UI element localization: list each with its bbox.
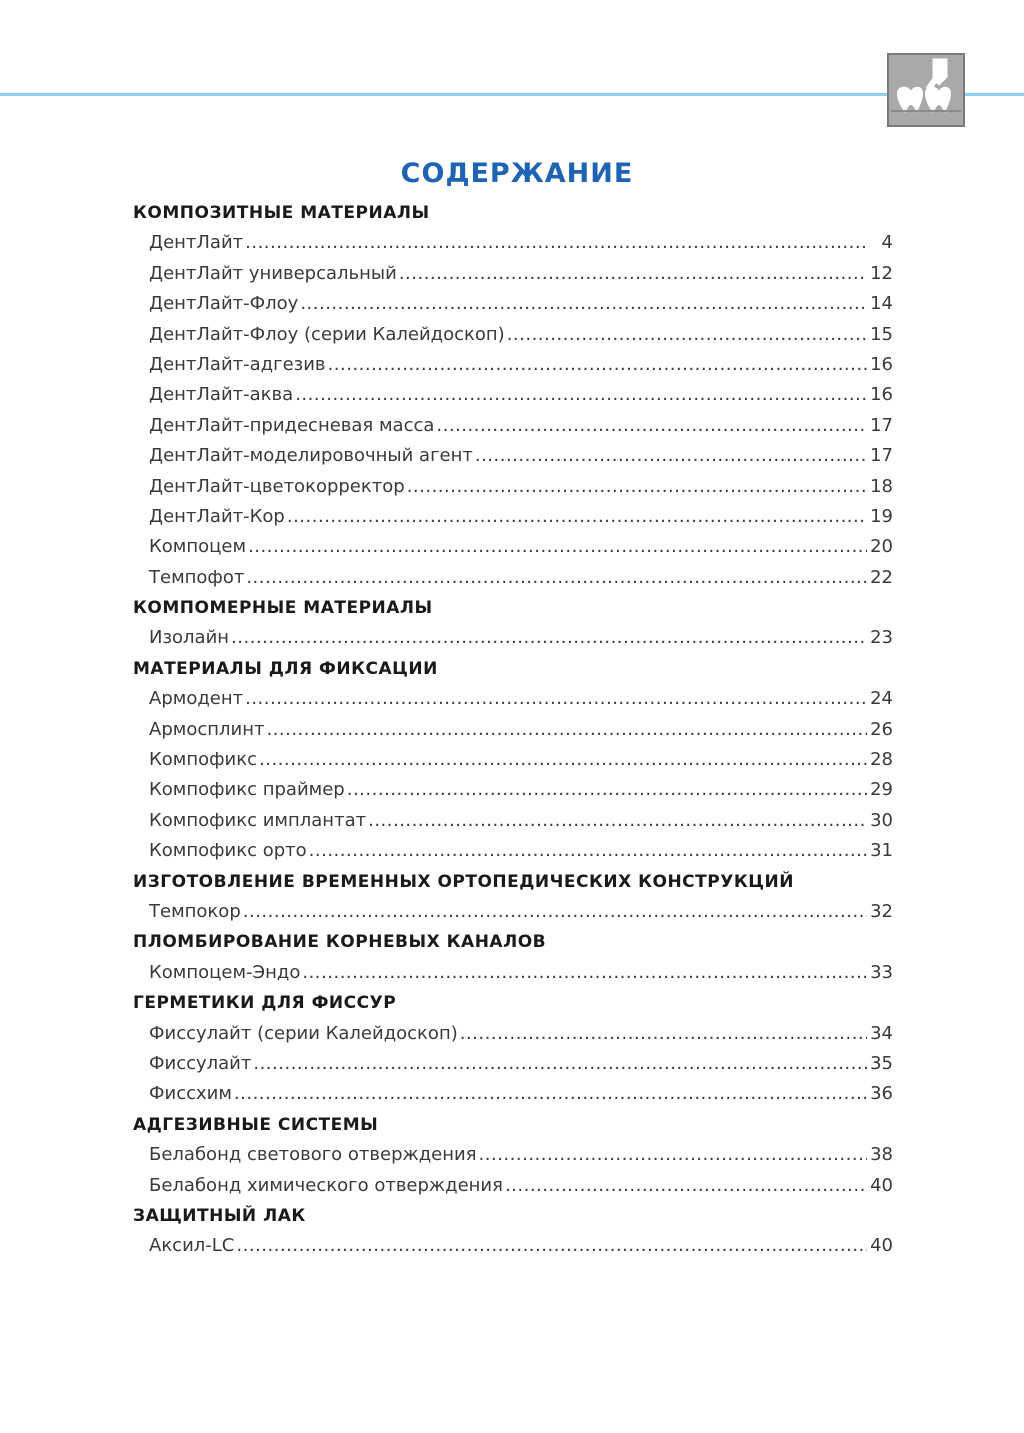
toc-section-heading: ИЗГОТОВЛЕНИЕ ВРЕМЕННЫХ ОРТОПЕДИЧЕСКИХ КОНСТРУКЦИЙ: [133, 871, 794, 892]
toc-entry-label: Изолайн: [149, 627, 230, 649]
toc-entry-label: Компофикс праймер: [149, 779, 345, 801]
toc-leader-dots: [266, 715, 867, 745]
toc-page-number: 23: [870, 627, 893, 649]
toc-entry[interactable]: [133, 320, 893, 350]
toc-entry[interactable]: [133, 684, 893, 714]
toc-page-number: 16: [870, 384, 893, 406]
toc-page-number: 14: [870, 293, 893, 315]
toc-entry-label: Темпофот: [149, 566, 245, 588]
toc-leader-dots: [253, 1049, 867, 1079]
teeth-logo-icon: [887, 53, 965, 127]
toc-entry[interactable]: [133, 228, 893, 258]
toc-leader-dots: [302, 958, 867, 988]
toc-page-number: 35: [870, 1052, 893, 1074]
toc-entry[interactable]: [133, 745, 893, 775]
toc-leader-dots: [287, 502, 867, 532]
toc-leader-dots: [399, 259, 867, 289]
toc-leader-dots: [368, 806, 867, 836]
toc-page-number: 33: [870, 961, 893, 983]
toc-entry-label: Темпокор: [149, 900, 241, 922]
toc-page-number: 17: [870, 445, 893, 467]
toc-leader-dots: [460, 1019, 867, 1049]
toc-leader-dots: [259, 745, 867, 775]
toc-entry-label: Фиссулайт (серии Калейдоскоп): [149, 1022, 458, 1044]
toc-entry[interactable]: [133, 897, 893, 927]
toc-page-number: 19: [870, 505, 893, 527]
toc-page-number: 29: [870, 779, 893, 801]
toc-page-number: 28: [870, 749, 893, 771]
toc-entry-label: Армодент: [149, 688, 244, 710]
toc-entry[interactable]: [133, 380, 893, 410]
toc-entry[interactable]: [133, 623, 893, 653]
toc-leader-dots: [479, 1140, 867, 1170]
toc-section-heading: ЗАЩИТНЫЙ ЛАК: [133, 1205, 306, 1226]
toc-entry[interactable]: [133, 836, 893, 866]
toc-leader-dots: [236, 1231, 867, 1261]
toc-section-heading: ПЛОМБИРОВАНИЕ КОРНЕВЫХ КАНАЛОВ: [133, 932, 547, 953]
toc-entry[interactable]: [133, 715, 893, 745]
toc-page-number: 22: [870, 566, 893, 588]
toc-section-heading: ГЕРМЕТИКИ ДЛЯ ФИССУР: [133, 993, 397, 1014]
toc-entry-label: Компоцем: [149, 536, 247, 558]
toc-entry[interactable]: [133, 1231, 893, 1261]
toc-section-heading: КОМПОМЕРНЫЕ МАТЕРИАЛЫ: [133, 598, 433, 619]
toc-entry-label: Компофикс орто: [149, 840, 307, 862]
toc-entry[interactable]: [133, 532, 893, 562]
toc-entry-label: Компофикс имплантат: [149, 809, 367, 831]
toc-section-heading: МАТЕРИАЛЫ ДЛЯ ФИКСАЦИИ: [133, 658, 438, 679]
toc-entry-label: Фиссулайт: [149, 1052, 252, 1074]
toc-page-number: 31: [870, 840, 893, 862]
toc-entry[interactable]: [133, 1019, 893, 1049]
toc-page-number: 36: [870, 1083, 893, 1105]
toc-entry-label: ДентЛайт-придесневая масса: [149, 414, 435, 436]
toc-page-number: 17: [870, 414, 893, 436]
toc-leader-dots: [328, 350, 867, 380]
toc-entry-label: ДентЛайт-адгезив: [149, 353, 326, 375]
toc-entry[interactable]: [133, 411, 893, 441]
toc-page-number: 30: [870, 809, 893, 831]
toc-entry[interactable]: [133, 1049, 893, 1079]
toc-leader-dots: [243, 897, 867, 927]
toc-entry-label: ДентЛайт универсальный: [149, 262, 397, 284]
toc-entry-label: Компоцем-Эндо: [149, 961, 301, 983]
toc-entry[interactable]: [133, 775, 893, 805]
toc-leader-dots: [234, 1079, 867, 1109]
toc-entry[interactable]: [133, 1079, 893, 1109]
toc-leader-dots: [436, 411, 867, 441]
toc-entry-label: ДентЛайт-Флоу (серии Калейдоскоп): [149, 323, 505, 345]
toc-entry-label: ДентЛайт-цветокорректор: [149, 475, 405, 497]
toc-entry[interactable]: [133, 350, 893, 380]
toc-entry[interactable]: [133, 289, 893, 319]
toc-section-heading: КОМПОЗИТНЫЕ МАТЕРИАЛЫ: [133, 203, 430, 223]
page-title: СОДЕРЖАНИЕ: [400, 158, 634, 189]
toc-leader-dots: [347, 775, 867, 805]
toc-page-number: 4: [881, 232, 893, 254]
toc-leader-dots: [231, 623, 867, 653]
toc-leader-dots: [407, 472, 867, 502]
toc-entry[interactable]: [133, 472, 893, 502]
toc-entry[interactable]: [133, 958, 893, 988]
toc-leader-dots: [245, 684, 867, 714]
toc-page-number: 15: [870, 323, 893, 345]
toc-leader-dots: [246, 563, 867, 593]
toc-entry-label: ДентЛайт-моделировочный агент: [149, 445, 473, 467]
toc-page-number: 18: [870, 475, 893, 497]
table-of-contents: [133, 198, 893, 1262]
toc-leader-dots: [295, 380, 867, 410]
toc-entry[interactable]: [133, 259, 893, 289]
toc-entry-label: Армосплинт: [149, 718, 265, 740]
toc-leader-dots: [245, 228, 867, 258]
toc-leader-dots: [248, 532, 867, 562]
toc-entry[interactable]: [133, 806, 893, 836]
toc-leader-dots: [505, 1171, 867, 1201]
toc-entry-label: ДентЛайт: [149, 232, 244, 254]
header-rule: [0, 93, 1024, 96]
toc-page-number: 12: [870, 262, 893, 284]
toc-page-number: 16: [870, 353, 893, 375]
toc-entry-label: ДентЛайт-Кор: [149, 505, 285, 527]
toc-page-number: 26: [870, 718, 893, 740]
toc-entry-label: ДентЛайт-аква: [149, 384, 294, 406]
toc-leader-dots: [507, 320, 867, 350]
toc-entry-label: Компофикс: [149, 749, 258, 771]
toc-leader-dots: [309, 836, 867, 866]
toc-entry-label: ДентЛайт-Флоу: [149, 293, 299, 315]
toc-page-number: 34: [870, 1022, 893, 1044]
toc-entry[interactable]: [133, 563, 893, 593]
toc-page-number: 32: [870, 900, 893, 922]
toc-leader-dots: [475, 441, 867, 471]
toc-page-number: 38: [870, 1144, 893, 1166]
toc-page-number: 20: [870, 536, 893, 558]
toc-page-number: 40: [870, 1235, 893, 1257]
toc-section-heading: АДГЕЗИВНЫЕ СИСТЕМЫ: [133, 1114, 379, 1135]
toc-entry-label: Белабонд химического отверждения: [149, 1174, 503, 1196]
toc-entry[interactable]: [133, 1171, 893, 1201]
toc-leader-dots: [300, 289, 867, 319]
toc-entry[interactable]: [133, 1140, 893, 1170]
toc-entry-label: Фиссхим: [149, 1083, 232, 1105]
toc-entry-label: Аксил-LC: [149, 1235, 235, 1257]
toc-entry[interactable]: [133, 441, 893, 471]
toc-entry[interactable]: [133, 502, 893, 532]
toc-page-number: 40: [870, 1174, 893, 1196]
toc-entry-label: Белабонд светового отверждения: [149, 1144, 477, 1166]
toc-page-number: 24: [870, 688, 893, 710]
